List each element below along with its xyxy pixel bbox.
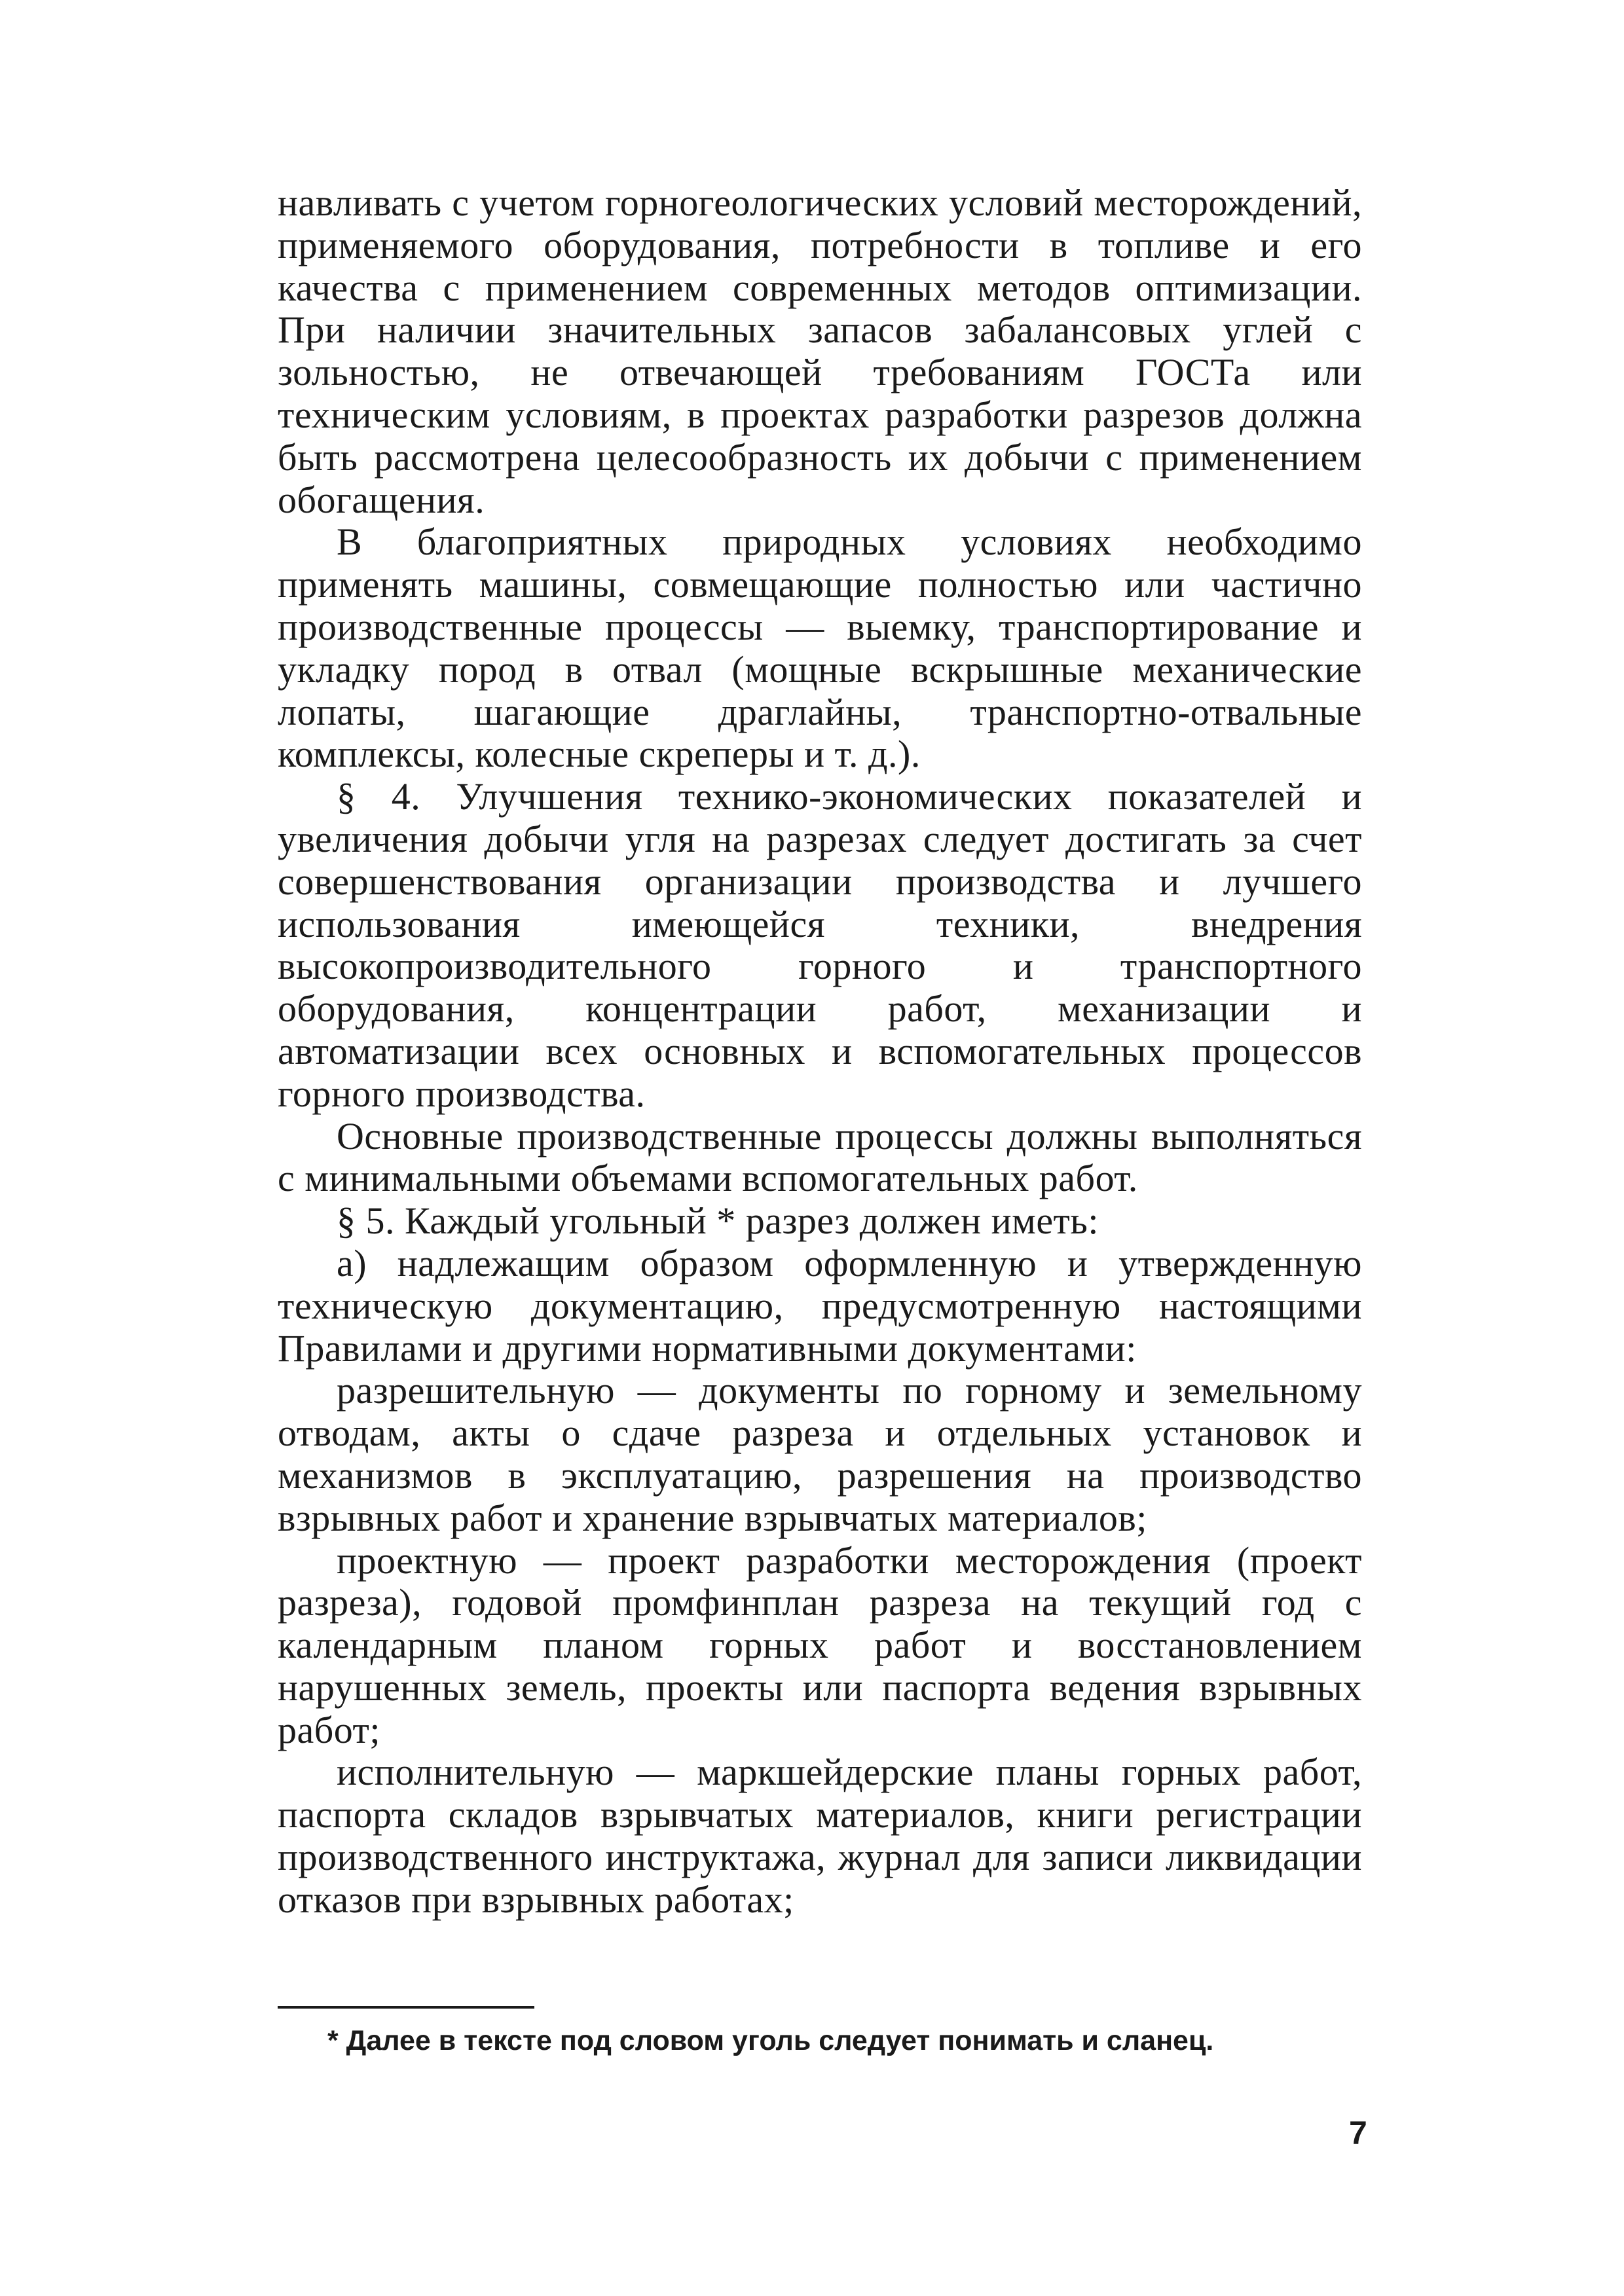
main-text: [278, 182, 1362, 1922]
paragraph-section-5: § 5. Каждый угольный * разрез должен иметь:: [337, 1199, 1099, 1243]
footnote-divider: [278, 2006, 534, 2009]
footnote: * Далее в тексте под словом уголь следует понимать и сланец.: [327, 2025, 1214, 2056]
paragraph: проектную — проект разработки месторождения (проект разреза), годовой промфинплан разреза на текущий год с календарным планом горных работ и восстановлением нарушенных земель, проекты или паспорта ведения взрывных работ;: [278, 1539, 1362, 1751]
paragraph: В благоприятных природных условиях необходимо применять машины, совмещающие полностью или частично производственные процессы — выемку, транспортирование и укладку пород в отвал (мощные вскрышные механические лопаты, шагающие драглайны, транспортно-отвальные комплексы, колесные скреперы и т. д.).: [278, 520, 1362, 776]
paragraph: Основные производственные процессы должны выполняться с минимальными объемами вспомогательных работ.: [278, 1114, 1362, 1200]
paragraph: исполнительную — маркшейдерские планы горных работ, паспорта складов взрывчатых материалов, книги регистрации производственного инструктажа, журнал для записи ликвидации отказов при взрывных работах;: [278, 1751, 1362, 1921]
paragraph-section-4: § 4. Улучшения технико-экономических показателей и увеличения добычи угля на разрезах следует достигать за счет совершенствования организации производства и лучшего использования имеющейся техники, внедрения высокопроизводительного горного и транспортного оборудования, концентрации работ, механизации и автоматизации всех основных и вспомогательных процессов горного производства.: [278, 775, 1362, 1115]
list-item-a: а) надлежащим образом оформленную и утвержденную техническую документацию, предусмотренную настоящими Правилами и другими нормативными документами:: [278, 1241, 1362, 1370]
paragraph: навливать с учетом горногеологических условий месторождений, применяемого оборудования, потребности в топливе и его качества с применением современных методов оптимизации. При наличии значительных запасов забалансовых углей с зольностью, не отвечающей требованиям ГОСТа или техническим условиям, в проектах разработки разрезов должна быть рассмотрена целесообразность их добычи с применением обогащения.: [278, 181, 1362, 521]
page-number: 7: [1349, 2115, 1367, 2151]
paragraph: разрешительную — документы по горному и земельному отводам, акты о сдаче разреза и отдельных установок и механизмов в эксплуатацию, разрешения на производство взрывных работ и хранение взрывчатых материалов;: [278, 1369, 1362, 1539]
